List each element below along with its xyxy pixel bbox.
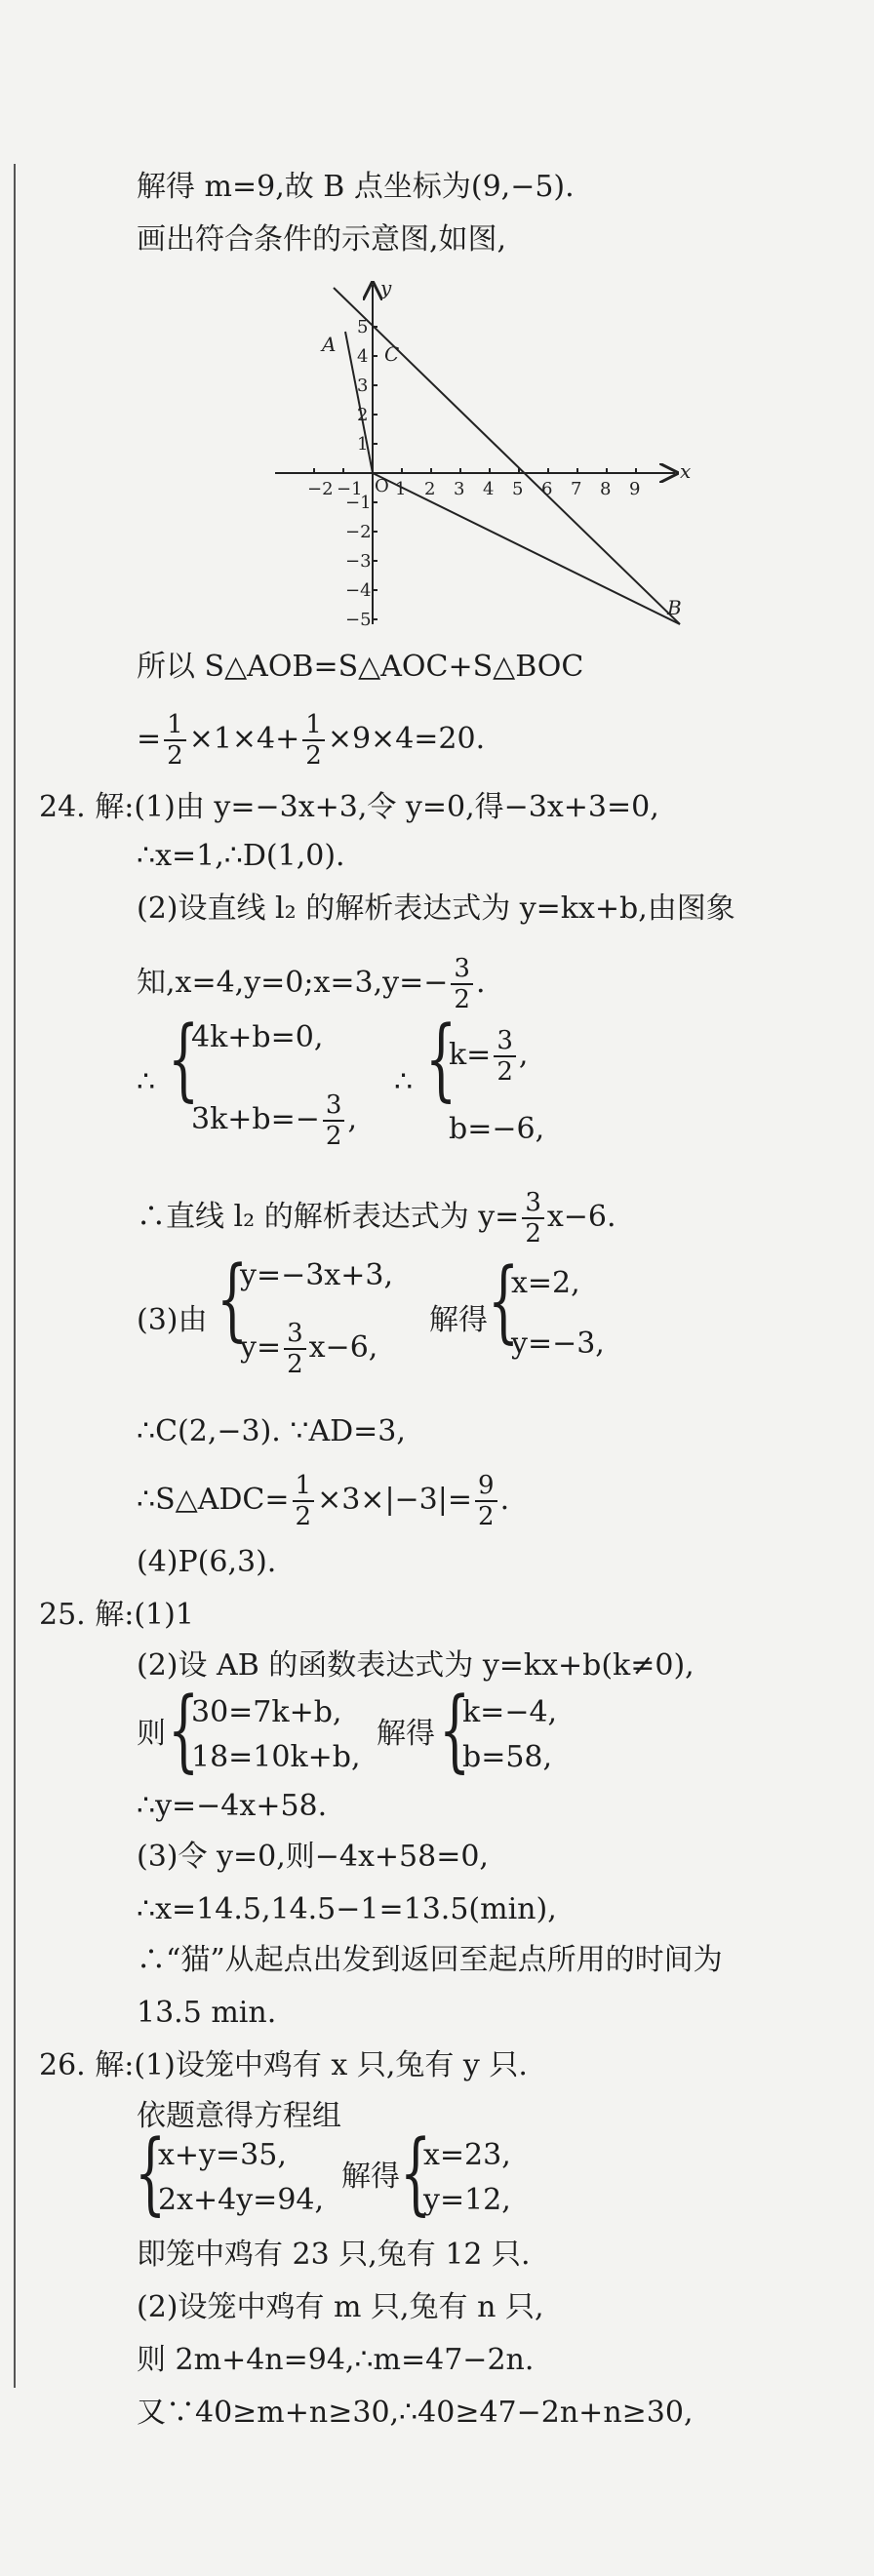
fraction: $\frac{3}{2}$ (522, 1188, 544, 1248)
equation: 2x+4y=94, (158, 2183, 325, 2217)
equation: 18=10k+b, (191, 1740, 361, 1774)
point-B-label: B (667, 596, 682, 619)
question-24-line: 24. 解:(1)由 y=−3x+3,令 y=0,得−3x+3=0, (39, 790, 659, 824)
fraction: $\frac{3}{2}$ (323, 1090, 345, 1151)
text-line: (2)设 AB 的函数表达式为 y=kx+b(k≠0), (137, 1648, 695, 1683)
x-tick-label: 5 (512, 479, 524, 499)
text-line: ∴C(2,−3). ∵AD=3, (137, 1414, 406, 1448)
text-line: 又∵40≥m+n≥30,∴40≥47−2n+n≥30, (137, 2396, 694, 2430)
brace: { (439, 1678, 471, 1782)
text-line: ∴“猫”从起点出发到返回至起点所用的时间为 (137, 1943, 723, 1977)
text-line: 则 2m+4n=94,∴m=47−2n. (137, 2343, 535, 2377)
equation: 3k+b=− $\frac{3}{2}$ , (191, 1090, 357, 1151)
x-tick-label: 8 (600, 479, 612, 499)
y-tick-label: −5 (345, 610, 372, 630)
equation: y= $\frac{3}{2}$ x−6, (240, 1319, 378, 1379)
x-tick-label: −1 (337, 479, 363, 499)
y-tick-label: −3 (345, 551, 372, 572)
question-26-line: 26. 解:(1)设笼中鸡有 x 只,兔有 y 只. (39, 2048, 528, 2082)
text-line: ∴S△ADC= $\frac{1}{2}$ ×3×|−3|= $\frac{9}{2}$ . (137, 1471, 510, 1531)
y-tick-label: −1 (345, 493, 372, 513)
x-tick-label: 1 (395, 479, 407, 499)
point-A-label: A (322, 333, 337, 356)
margin-rule (14, 164, 16, 2388)
y-tick-label: 2 (357, 405, 369, 425)
text-line: 知,x=4,y=0;x=3,y=− $\frac{3}{2}$ . (137, 954, 486, 1014)
y-tick-label: 4 (357, 346, 369, 367)
equation: 4k+b=0, (191, 1020, 324, 1054)
x-axis-label: x (680, 459, 692, 483)
text-line: 解得 (377, 1717, 435, 1751)
line-CB (334, 288, 680, 624)
text-line: 则 (137, 1717, 166, 1751)
equation: x+y=35, (158, 2138, 287, 2172)
equation: b=58, (462, 1740, 553, 1774)
therefore-symbol: ∴ (137, 1065, 156, 1099)
fraction: $\frac{3}{2}$ (494, 1026, 516, 1087)
text-line: (2)设笼中鸡有 m 只,兔有 n 只, (137, 2290, 544, 2324)
fraction: $\frac{3}{2}$ (451, 954, 473, 1014)
equation: 30=7k+b, (191, 1695, 342, 1729)
brace: { (488, 1248, 520, 1353)
text-line: 依题意得方程组 (137, 2099, 341, 2133)
brace: { (425, 1007, 457, 1111)
y-tick-label: 3 (357, 376, 369, 396)
question-25-line: 25. 解:(1)1 (39, 1598, 194, 1632)
x-tick-label: 4 (483, 479, 495, 499)
text-line: 画出符合条件的示意图,如图, (137, 222, 507, 257)
fraction: $\frac{9}{2}$ (475, 1471, 497, 1531)
brace: { (168, 1007, 200, 1111)
text-line: 解得 (341, 2160, 400, 2194)
fraction: $\frac{3}{2}$ (284, 1319, 306, 1379)
text-line: 解得 m=9,故 B 点坐标为(9,−5). (137, 170, 575, 204)
text-line: ∴x=14.5,14.5−1=13.5(min), (137, 1892, 557, 1926)
brace: { (168, 1678, 200, 1782)
equation: y=−3x+3, (240, 1258, 393, 1292)
x-tick-label: 2 (424, 479, 436, 499)
text-line: (2)设直线 l₂ 的解析表达式为 y=kx+b,由图象 (137, 892, 735, 926)
fraction: $\frac{1}{2}$ (164, 710, 186, 771)
text-line: ∴y=−4x+58. (137, 1789, 328, 1823)
brace: { (400, 2120, 432, 2225)
text-line: (3)令 y=0,则−4x+58=0, (137, 1840, 489, 1874)
text-line: 即笼中鸡有 23 只,兔有 12 只. (137, 2238, 531, 2272)
therefore-symbol: ∴ (394, 1065, 414, 1099)
x-tick-label: 7 (571, 479, 582, 499)
text-line: 13.5 min. (137, 1996, 277, 2030)
y-tick-label: 1 (357, 434, 369, 455)
y-tick-label: −4 (345, 580, 372, 601)
text-line: (3)由 (137, 1303, 208, 1337)
brace: { (217, 1247, 249, 1351)
brace: { (135, 2120, 167, 2225)
x-tick-label: −2 (307, 479, 334, 499)
text-line: ∴直线 l₂ 的解析表达式为 y= $\frac{3}{2}$ x−6. (137, 1188, 616, 1248)
equation: x=2, (511, 1266, 580, 1300)
x-tick-label: 6 (541, 479, 553, 499)
fraction: $\frac{1}{2}$ (293, 1471, 315, 1531)
text-line: (4)P(6,3). (137, 1545, 277, 1579)
equation-line: = $\frac{1}{2}$ ×1×4+ $\frac{1}{2}$ ×9×4=20. (137, 710, 486, 771)
x-tick-label: 9 (629, 479, 641, 499)
equation: y=−3, (511, 1327, 605, 1361)
text-line: 解得 (429, 1303, 488, 1337)
text-line: 所以 S△AOB=S△AOC+S△BOC (137, 650, 584, 684)
fraction: $\frac{1}{2}$ (302, 710, 325, 771)
equation: k=−4, (462, 1695, 558, 1729)
x-tick-label: 3 (454, 479, 465, 499)
text-line: ∴x=1,∴D(1,0). (137, 839, 345, 873)
equation: b=−6, (449, 1112, 545, 1146)
point-C-label: C (384, 342, 400, 366)
y-tick-label: −2 (345, 522, 372, 542)
equation: y=12, (423, 2183, 511, 2217)
origin-label: O (375, 476, 389, 496)
coordinate-graph (265, 273, 695, 634)
equation: x=23, (423, 2138, 511, 2172)
equation: k= $\frac{3}{2}$ , (449, 1026, 529, 1087)
y-tick-label: 5 (357, 317, 369, 337)
y-axis-label: y (380, 276, 392, 299)
